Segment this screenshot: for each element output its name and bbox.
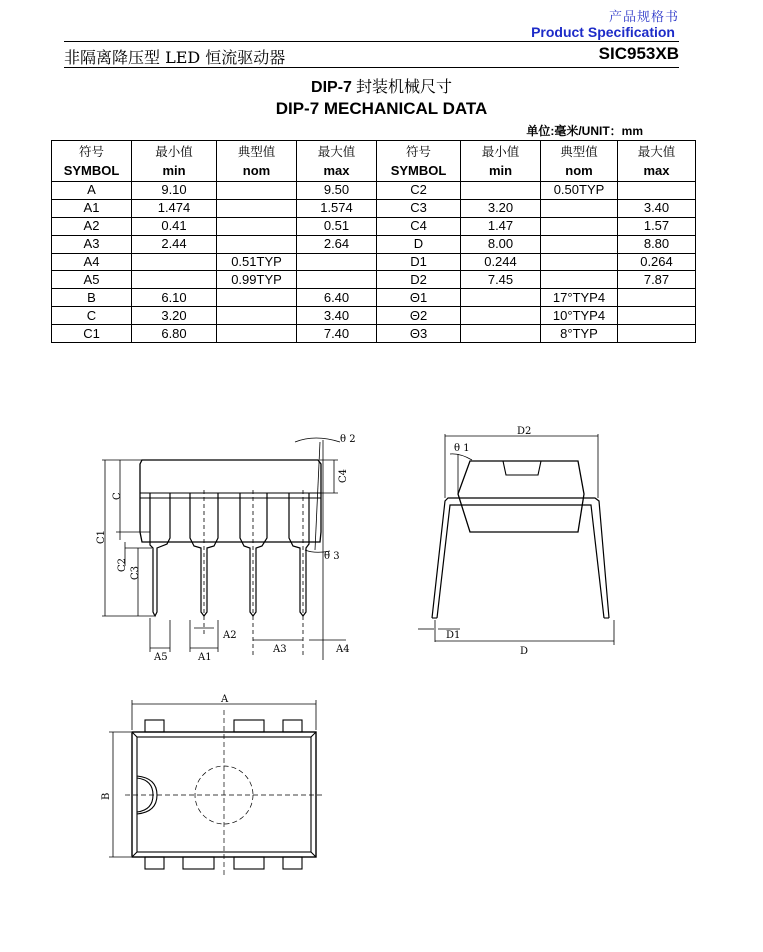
- table-row: [52, 199, 696, 217]
- cell: [217, 307, 297, 325]
- label-c3: C3: [130, 565, 141, 580]
- cell: A3: [52, 235, 132, 253]
- cell: A4: [52, 253, 132, 271]
- cell: A: [52, 182, 132, 200]
- cell: [217, 217, 297, 235]
- cell: 0.99TYP: [217, 271, 297, 289]
- label-a4: A4: [336, 644, 350, 655]
- cell: C2: [377, 182, 461, 200]
- cell: 3.20: [132, 307, 217, 325]
- unit-label: 单位:毫米/UNIT：mm: [526, 124, 643, 138]
- cell: B: [52, 289, 132, 307]
- section-title-en: DIP-7 MECHANICAL DATA: [275, 99, 488, 118]
- col-header-symbol: 符号 SYMBOL: [52, 141, 132, 182]
- front-view-drawing: [90, 420, 370, 665]
- cell: [541, 271, 618, 289]
- label-d1: D1: [446, 630, 461, 641]
- cell: C: [52, 307, 132, 325]
- label-a3: A3: [273, 644, 287, 655]
- label-c2: C2: [117, 557, 128, 572]
- table-header-row: [52, 141, 696, 182]
- col-header-nom: 典型值 nom: [217, 141, 297, 182]
- cell: 2.64: [297, 235, 377, 253]
- cell: 3.20: [461, 199, 541, 217]
- cell: 0.50TYP: [541, 182, 618, 200]
- cell: [461, 307, 541, 325]
- cell: [618, 289, 696, 307]
- cell: A2: [52, 217, 132, 235]
- table-row: [52, 271, 696, 289]
- cell: [618, 182, 696, 200]
- cell: 9.50: [297, 182, 377, 200]
- label-a: A: [221, 694, 229, 705]
- cell: [297, 253, 377, 271]
- cell: [217, 235, 297, 253]
- cell: 6.80: [132, 325, 217, 343]
- table-row: [52, 235, 696, 253]
- cell: A5: [52, 271, 132, 289]
- cell: 6.40: [297, 289, 377, 307]
- top-view-drawing: [95, 690, 345, 880]
- cell: [132, 253, 217, 271]
- label-d2: D2: [517, 426, 532, 437]
- cell: C1: [52, 325, 132, 343]
- cell: [217, 289, 297, 307]
- cell: [461, 325, 541, 343]
- table-row: [52, 253, 696, 271]
- cell: [132, 271, 217, 289]
- cell: [461, 289, 541, 307]
- table-row: [52, 289, 696, 307]
- header-rule-bottom: [64, 67, 679, 68]
- cell: 8°TYP: [541, 325, 618, 343]
- cell: [461, 182, 541, 200]
- table-row: [52, 182, 696, 200]
- label-b: B: [101, 792, 112, 800]
- header-rule-top: [64, 41, 679, 42]
- cell: 1.57: [618, 217, 696, 235]
- cell: 10°TYP4: [541, 307, 618, 325]
- cell: 8.00: [461, 235, 541, 253]
- cell: Θ1: [377, 289, 461, 307]
- spec-label-en: Product Specification: [531, 24, 675, 40]
- label-a2: A2: [223, 630, 237, 641]
- label-theta3: θ 3: [324, 551, 340, 562]
- cell: 7.40: [297, 325, 377, 343]
- label-c4: C4: [338, 468, 349, 483]
- cell: 3.40: [297, 307, 377, 325]
- cell: 3.40: [618, 199, 696, 217]
- cell: 0.51: [297, 217, 377, 235]
- label-c1: C1: [96, 529, 107, 544]
- section-title-prefix: DIP-7: [311, 79, 352, 96]
- table-row: [52, 217, 696, 235]
- cell: 7.87: [618, 271, 696, 289]
- cell: 7.45: [461, 271, 541, 289]
- col-header-symbol-2: 符号 SYMBOL: [377, 141, 461, 182]
- cell: D2: [377, 271, 461, 289]
- document-title: 非隔离降压型 LED 恒流驱动器: [64, 48, 286, 67]
- label-a1: A1: [198, 652, 212, 663]
- label-c: C: [112, 492, 123, 500]
- table-row: [52, 307, 696, 325]
- part-number: SIC953XB: [598, 44, 679, 63]
- cell: 0.51TYP: [217, 253, 297, 271]
- cell: [541, 199, 618, 217]
- col-header-min: 最小值 min: [132, 141, 217, 182]
- label-d: D: [520, 646, 529, 657]
- cell: 8.80: [618, 235, 696, 253]
- side-view-drawing: [410, 420, 620, 660]
- col-header-min-2: 最小值 min: [461, 141, 541, 182]
- cell: [217, 182, 297, 200]
- cell: C3: [377, 199, 461, 217]
- cell: 1.574: [297, 199, 377, 217]
- cell: 0.41: [132, 217, 217, 235]
- spec-label-cn: 产品规格书: [608, 10, 679, 25]
- col-header-nom-2: 典型值 nom: [541, 141, 618, 182]
- cell: [541, 235, 618, 253]
- col-header-max: 最大值 max: [297, 141, 377, 182]
- cell: [297, 271, 377, 289]
- label-theta2: θ 2: [340, 434, 356, 445]
- cell: D: [377, 235, 461, 253]
- cell: Θ3: [377, 325, 461, 343]
- cell: Θ2: [377, 307, 461, 325]
- cell: 0.244: [461, 253, 541, 271]
- cell: D1: [377, 253, 461, 271]
- cell: 1.47: [461, 217, 541, 235]
- cell: 0.264: [618, 253, 696, 271]
- cell: C4: [377, 217, 461, 235]
- cell: 9.10: [132, 182, 217, 200]
- cell: 17°TYP4: [541, 289, 618, 307]
- col-header-max-2: 最大值 max: [618, 141, 696, 182]
- cell: [618, 325, 696, 343]
- cell: [217, 325, 297, 343]
- cell: 2.44: [132, 235, 217, 253]
- section-title-cn-text: 封装机械尺寸: [355, 77, 452, 96]
- mechanical-data-table: [51, 140, 696, 343]
- cell: 6.10: [132, 289, 217, 307]
- cell: [217, 199, 297, 217]
- cell: [618, 307, 696, 325]
- table-row: [52, 325, 696, 343]
- label-theta1: θ 1: [454, 443, 470, 454]
- cell: [541, 253, 618, 271]
- label-a5: A5: [154, 652, 168, 663]
- cell: [541, 217, 618, 235]
- cell: 1.474: [132, 199, 217, 217]
- section-title-cn: [0, 74, 763, 97]
- cell: A1: [52, 199, 132, 217]
